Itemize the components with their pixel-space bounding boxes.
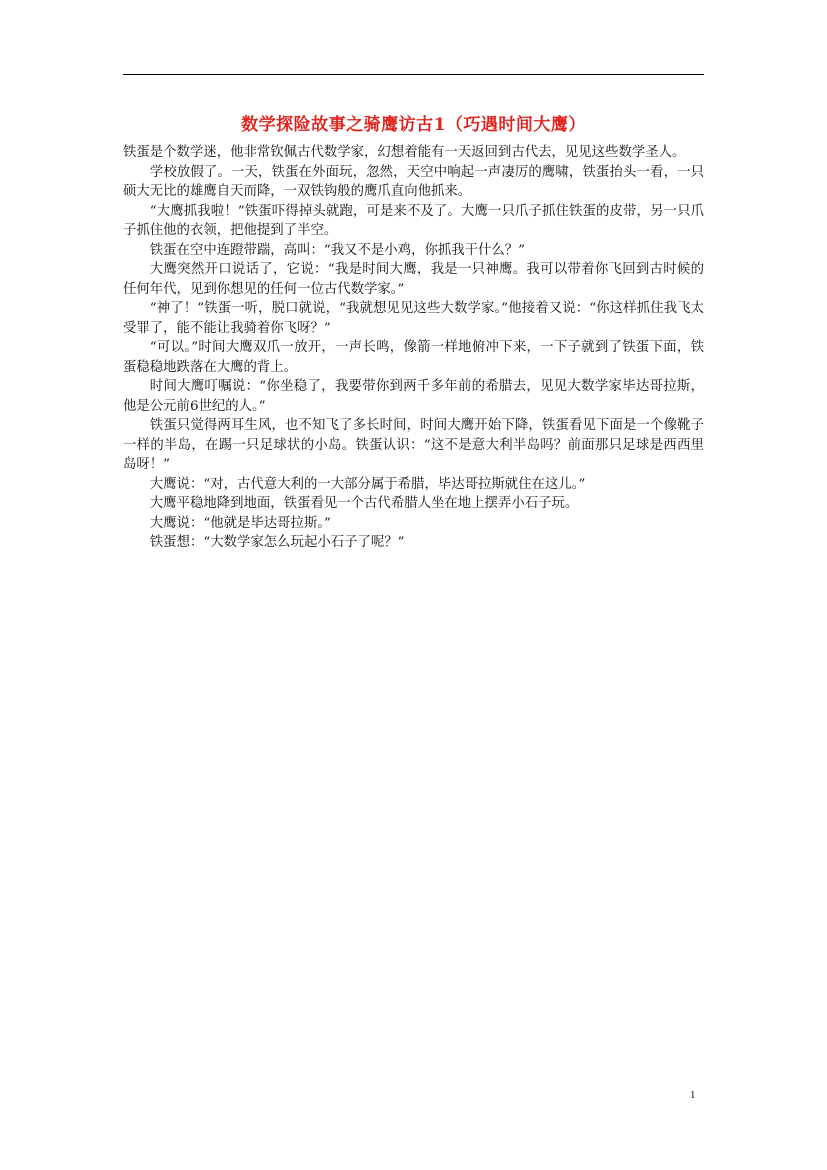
paragraph-7: “可以。”时间大鹰双爪一放开，一声长鸣，像箭一样地俯冲下来，一下子就到了铁蛋下面，铁蛋稳稳地跌落在大鹰的背上。 [123, 340, 704, 375]
paragraph-9: 铁蛋只觉得两耳生风，也不知飞了多长时间，时间大鹰开始下降，铁蛋看见下面是一个像靴子一样的半岛，在踢一只足球状的小岛。铁蛋认识：“这不是意大利半岛吗？前面那只足球是西西里岛呀！” [123, 418, 704, 472]
paragraph-12: 大鹰说：“他就是毕达哥拉斯。” [149, 515, 331, 531]
paragraph-10: 大鹰说：“对，古代意大利的一大部分属于希腊，毕达哥拉斯就住在这儿。” [149, 476, 586, 492]
paragraph-6: “神了！”铁蛋一听，脱口就说，“我就想见见这些大数学家。”他接着又说：“你这样抓住我飞太受罪了，能不能让我骑着你飞呀？” [123, 301, 704, 336]
paragraph-3: “大鹰抓我啦！”铁蛋吓得掉头就跑，可是来不及了。大鹰一只爪子抓住铁蛋的皮带，另一只爪子抓住他的衣领，把他提到了半空。 [123, 203, 704, 238]
document-title: 数学探险故事之骑鹰访古1（巧遇时间大鹰） [241, 115, 586, 135]
paragraph-13: 铁蛋想：“大数学家怎么玩起小石子了呢？” [149, 535, 405, 550]
story-body [123, 143, 704, 553]
paragraph-1: 铁蛋是个数学迷，他非常钦佩古代数学家，幻想着能有一天返回到古代去，见见这些数学圣人。 [123, 145, 686, 160]
paragraph-5: 大鹰突然开口说话了，它说：“我是时间大鹰，我是一只神鹰。我可以带着你飞回到古时候的任何年代，见到你想见的任何一位古代数学家。” [123, 262, 704, 297]
paragraph-4: 铁蛋在空中连蹬带踹，高叫：“我又不是小鸡，你抓我干什么？” [149, 242, 526, 258]
page-number: 1 [690, 1089, 696, 1101]
paragraph-2: 学校放假了。一天，铁蛋在外面玩，忽然，天空中响起一声凄厉的鹰啸，铁蛋抬头一看，一只硕大无比的雄鹰自天而降，一双铁钩般的鹰爪直向他抓来。 [123, 164, 704, 199]
paragraph-8: 时间大鹰叮嘱说：“你坐稳了，我要带你到两千多年前的希腊去，见见大数学家毕达哥拉斯，他是公元前6世纪的人。” [123, 379, 704, 414]
paragraph-11: 大鹰平稳地降到地面，铁蛋看见一个古代希腊人坐在地上摆弄小石子玩。 [149, 496, 579, 511]
header-rule [123, 74, 704, 75]
